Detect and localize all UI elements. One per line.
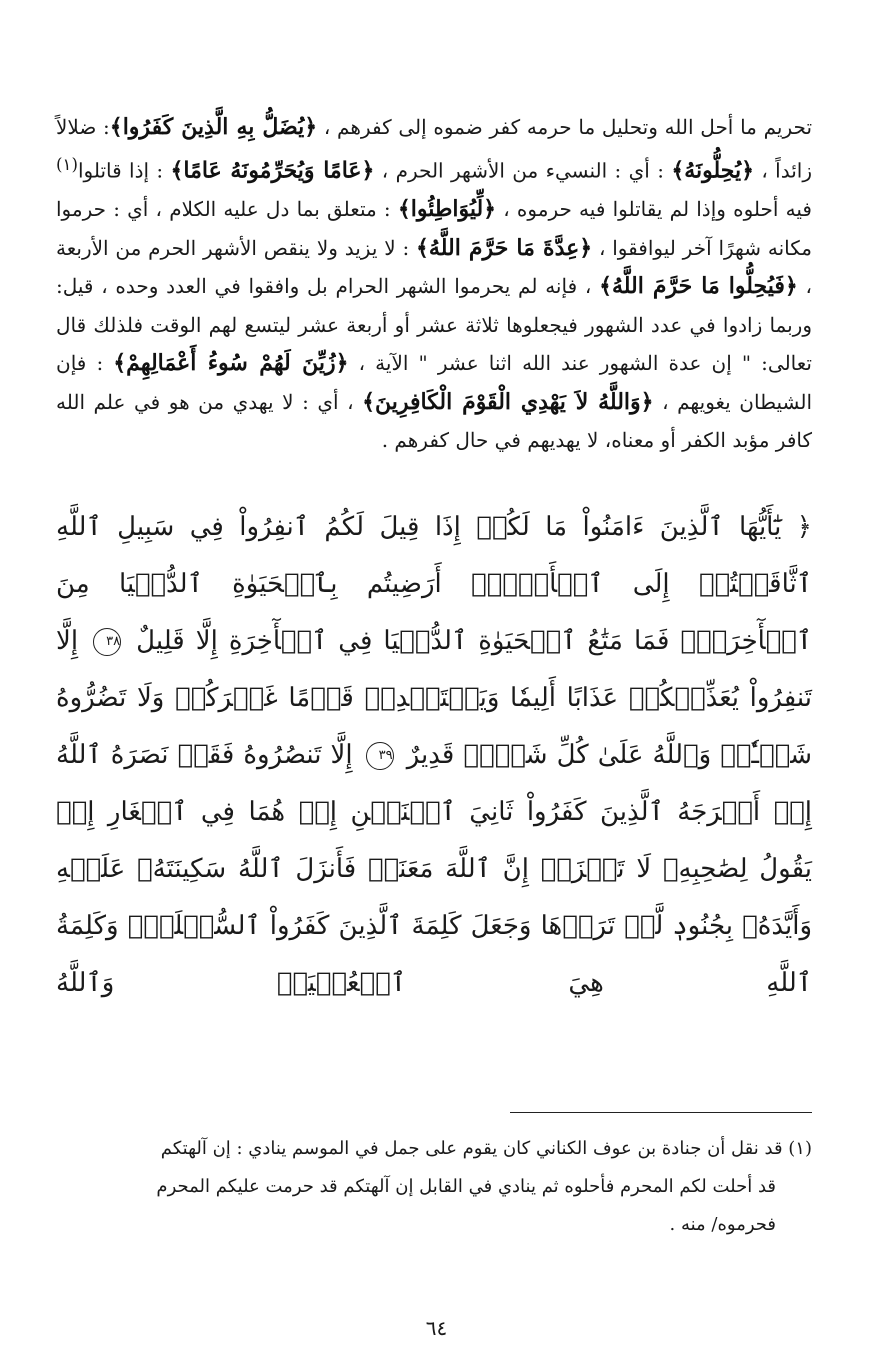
commentary-text: : متعلق بما دل عليه الكلام ، أي : حرموا مكانه شهرًا آخر ليوافقوا ، <box>56 197 812 260</box>
footnote-ref: (١) <box>56 155 78 175</box>
commentary-text: ، أي : لا يهدي من هو في علم الله كافر مؤبد الكفر أو معناه، لا يهديهم في حال كفرهم . <box>56 389 812 452</box>
quran-quote: ﴿عَامًا وَيُحَرِّمُونَهُ عَامًا﴾ <box>170 158 375 185</box>
verse-39-text: إِلَّا تَنفِرُواْ يُعَذِّبۡكُمۡ عَذَابًا أَلِيمٗا وَيَسۡتَبۡدِلۡ قَوۡمًا غَيۡرَكُمۡ وَلَا تَضُرُّوهُ شَيۡـٔٗاۗ وَٱللَّهُ عَلَىٰ كُلِّ شَيۡءٖ قَدِيرٌ <box>56 626 813 771</box>
footnote <box>56 1130 812 1244</box>
verse-number-38-marker: ٣٨ <box>93 628 121 656</box>
quran-quote: ﴿وَاللَّهُ لاَ يَهْدِي الْقَوْمَ الْكَافِرِينَ﴾ <box>362 388 654 415</box>
commentary-text: : فإن الشيطان يغويهم ، <box>56 351 813 414</box>
footnote-line-3: فحرموه/ منه . <box>669 1214 776 1235</box>
commentary-text: : لا يزيد ولا ينقص الأشهر الحرم من الأربعة ، <box>56 235 812 299</box>
verse-number-39-marker: ٣٩ <box>366 742 394 770</box>
footnote-line-1: (١) قد نقل أن جنادة بن عوف الكناني كان يقوم على جمل في الموسم ينادي : إن آلهتكم <box>160 1138 812 1159</box>
quran-quote: ﴿يُحِلُّونَهُ﴾ <box>671 158 754 185</box>
commentary-text: : أي : النسيء من الأشهر الحرم ، <box>374 159 672 184</box>
commentary-text: تحريم ما أحل الله وتحليل ما حرمه كفر ضموه إلى كفرهم ، <box>317 115 813 139</box>
commentary-text: : ضلالاً زائداً ، <box>56 115 813 184</box>
verse-open-bracket: ﴿ <box>796 512 813 543</box>
verse-40-text: إِلَّا تَنصُرُوهُ فَقَدۡ نَصَرَهُ ٱللَّهُ إِذۡ أَخۡرَجَهُ ٱلَّذِينَ كَفَرُواْ ثَانِيَ ٱثۡنَيۡنِ إِذۡ هُمَا فِي ٱلۡغَارِ إِذۡ يَقُولُ لِصَٰحِبِهِۦ لَا تَحۡزَنۡ إِنَّ ٱللَّهَ مَعَنَاۖ فَأَنزَلَ ٱللَّهُ سَكِينَتَهُۥ عَلَيۡهِ وَأَيَّدَهُۥ بِجُنُودٖ لَّمۡ تَرَوۡهَا وَجَعَلَ كَلِمَةَ ٱلَّذِينَ كَفَرُواْ ٱلسُّفۡلَىٰۗ وَكَلِمَةُ ٱللَّهِ هِيَ ٱلۡعُلۡيَاۗ وَٱللَّهُ <box>56 740 812 999</box>
quran-quote: ﴿لِّيُوَاطِئُوا﴾ <box>397 196 497 223</box>
commentary-text: : إذا قاتلوا <box>77 159 171 184</box>
quran-quote: ﴿فَيُحِلُّوا مَا حَرَّمَ اللَّهُ﴾ <box>599 273 798 300</box>
quran-verse-block <box>56 499 812 1012</box>
footnote-line-2: قد أحلت لكم المحرم فأحلوه ثم ينادي في القابل إن آلهتكم قد حرمت عليكم المحرم <box>156 1176 776 1197</box>
commentary-paragraph <box>56 108 812 459</box>
quran-quote: ﴿زُيِّنَ لَهُمْ سُوءُ أَعْمَالِهِمْ﴾ <box>113 350 349 377</box>
page-body <box>56 108 812 1012</box>
quran-quote: ﴿عِدَّةَ مَا حَرَّمَ اللَّهُ﴾ <box>416 234 593 261</box>
page-number: ٦٤ <box>425 1316 448 1340</box>
commentary-text: ، فإنه لم يحرموا الشهر الحرام بل وافقوا في العدد وحده ، قيل: وربما زادوا في عدد الشهور فيجعلوها ثلاثة عشر أو أربعة عشر ليتسع لهم الوقت فلذلك قال تعالى: " إن عدة الشهور عند الله اثنا عشر " الآية ، <box>56 274 812 376</box>
commentary-text: فيه أحلوه وإذا لم يقاتلوا فيه حرموه ، <box>496 197 812 222</box>
footnote-divider <box>510 1112 812 1113</box>
quran-quote: ﴿يُضَلُّ بِهِ الَّذِينَ كَفَرُوا﴾ <box>109 114 318 140</box>
verse-38-text: يَٰٓأَيُّهَا ٱلَّذِينَ ءَامَنُواْ مَا لَكُمۡ إِذَا قِيلَ لَكُمُ ٱنفِرُواْ فِي سَبِيلِ ٱللَّهِ ٱثَّاقَلۡتُمۡ إِلَى ٱلۡأَرۡضِۚ أَرَضِيتُم بِٱلۡحَيَوٰةِ ٱلدُّنۡيَا مِنَ ٱلۡأٓخِرَةِۚ فَمَا مَتَٰعُ ٱلۡحَيَوٰةِ ٱلدُّنۡيَا فِي ٱلۡأٓخِرَةِ إِلَّا قَلِيلٌ <box>56 512 813 657</box>
